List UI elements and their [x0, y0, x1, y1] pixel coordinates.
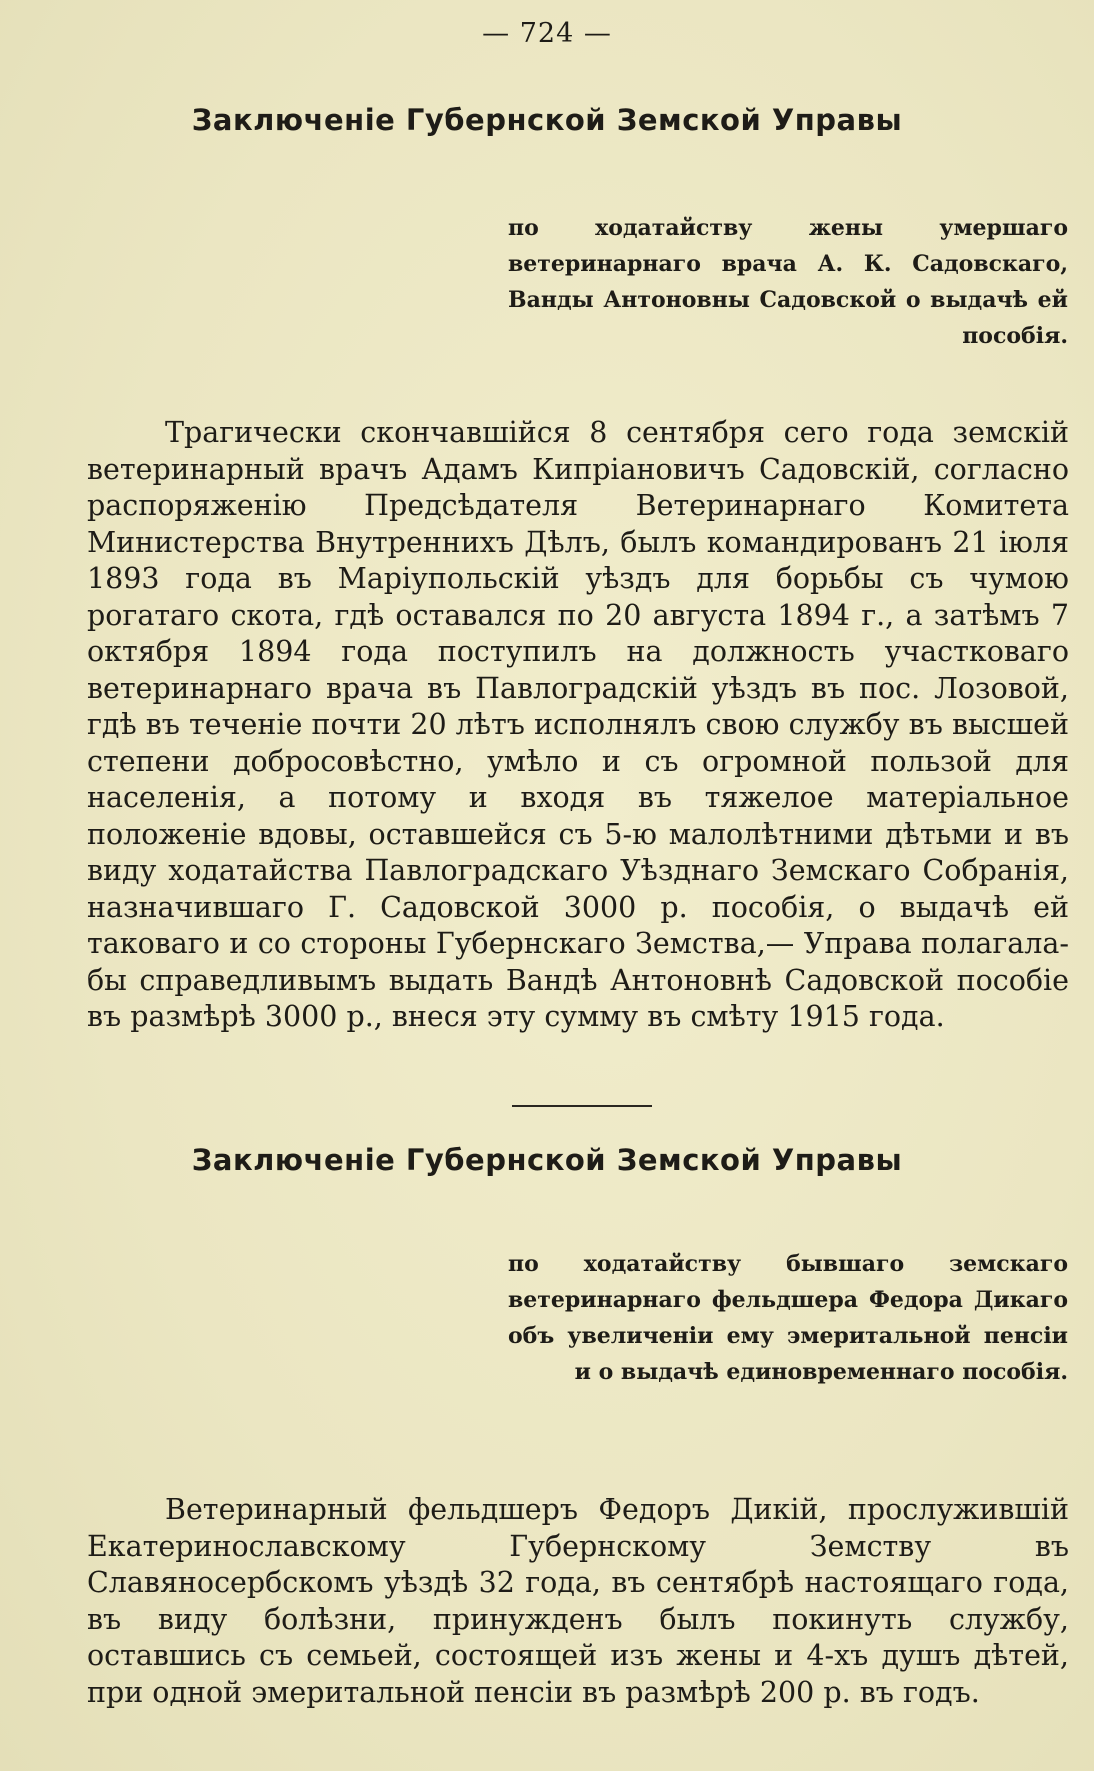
section-2-subject: по ходатайству бывшаго земскаго ветеринарнаго фельдшера Федора Дикаго объ увеличеніи ему эмеритальной пенсіи и о выдачѣ единовременнаго пособія. — [508, 1251, 1068, 1385]
section-1-heading: Заключеніе Губернской Земской Управы — [191, 103, 903, 137]
section-divider — [512, 1105, 652, 1107]
section-2-heading: Заключеніе Губернской Земской Управы — [191, 1143, 903, 1177]
section-2-body: Ветеринарный фельдшеръ Федоръ Дикій, прослужившій Екатеринославскому Губернскому Земству въ Славяносербскомъ уѣздѣ 32 года, въ сентябрѣ настоящаго года, въ виду болѣзни, принужденъ былъ покинуть службу, оставшись съ семьей, состоящей изъ жены и 4-хъ душъ дѣтей, при одной эмеритальной пенсіи въ размѣрѣ 200 р. въ годъ. — [87, 1493, 1069, 1709]
section-1-subject: по ходатайству жены умершаго ветеринарнаго врача А. К. Садовскаго, Ванды Антоновны Садовской о выдачѣ ей пособія. — [508, 215, 1068, 349]
section-1-body: Трагически скончавшійся 8 сентября сего года земскій ветеринарный врачъ Адамъ Кипріановичъ Садовскій, согласно распоряженію Предсѣдателя Ветеринарнаго Комитета Министерства Внутреннихъ Дѣлъ, былъ командированъ 21 іюля 1893 года въ Маріупольскій уѣздъ для борьбы съ чумою рогатаго скота, гдѣ оставался по 20 августа 1894 г., а затѣмъ 7 октября 1894 года поступилъ на должность участковаго ветеринарнаго врача въ Павлоградскій уѣздъ въ пос. Лозовой, гдѣ въ теченіе почти 20 лѣтъ исполнялъ свою службу въ высшей степени добросовѣстно, умѣло и съ огромной пользой для населенія, а потому и входя въ тяжелое матеріальное положеніе вдовы, оставшейся съ 5-ю малолѣтними дѣтьми и въ виду ходатайства Павлоградскаго Уѣзднаго Земскаго Собранія, назначившаго Г. Садовской 3000 р. пособія, о выдачѣ ей таковаго и со стороны Губернскаго Земства,— Управа полагала-бы справедливымъ выдать Вандѣ Антоновнѣ Садовской пособіе въ размѣрѣ 3000 р., внеся эту сумму въ смѣту 1915 года. — [87, 416, 1069, 1033]
page-number: — 724 — — [482, 18, 612, 49]
